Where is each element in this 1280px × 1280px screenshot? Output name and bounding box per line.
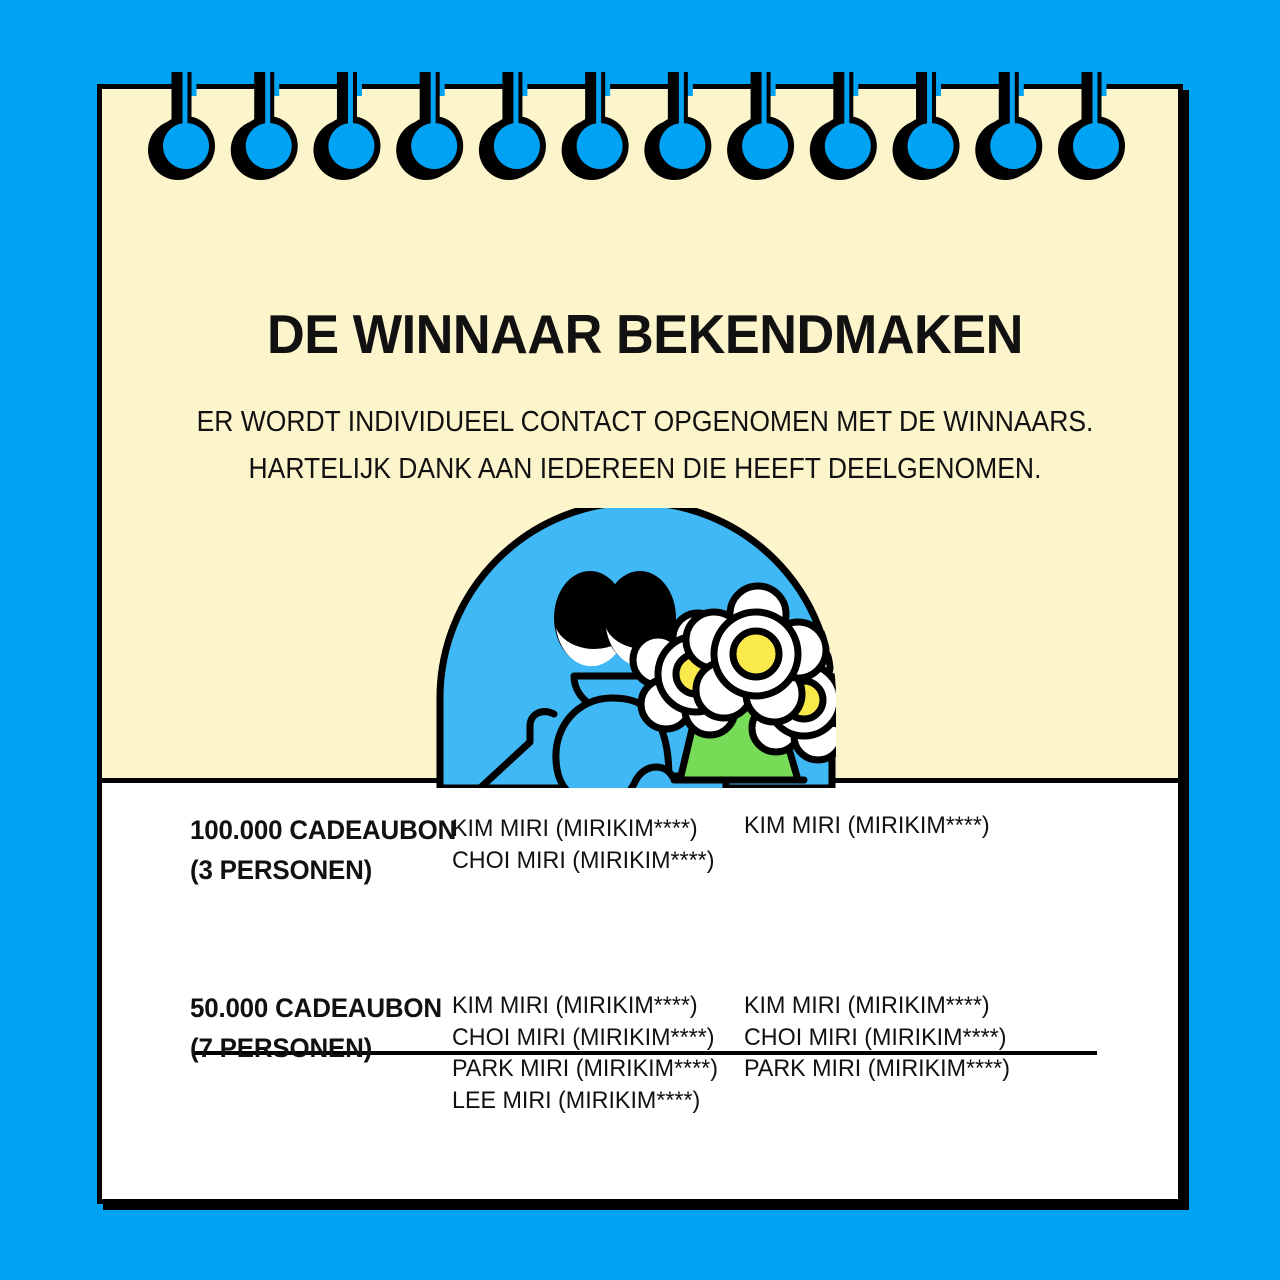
winner-column-1 <box>452 810 729 876</box>
prize-label <box>190 810 457 890</box>
prize-label-line-2: (3 PERSONEN) <box>190 855 373 885</box>
prize-label-line-1: 100.000 CADEAUBON <box>190 815 457 845</box>
subtitle-line-2: HARTELIJK DANK AAN IEDEREEN DIE HEEFT DEELGENOMEN. <box>248 453 1042 485</box>
winner-column-2 <box>744 810 1029 842</box>
winner-name: CHOI MIRI (MIRIKIM****) <box>744 1023 1007 1051</box>
winner-name: PARK MIRI (MIRIKIM****) <box>452 1055 718 1082</box>
winner-name: KIM MIRI (MIRIKIM****) <box>744 812 990 839</box>
winner-name: CHOI MIRI (MIRIKIM****) <box>452 846 715 874</box>
character-with-bouquet-illustration <box>426 508 866 788</box>
winner-name: KIM MIRI (MIRIKIM****) <box>744 992 990 1019</box>
subtitle-block <box>140 399 1150 493</box>
winner-name: PARK MIRI (MIRIKIM****) <box>744 1055 1010 1082</box>
winner-name: KIM MIRI (MIRIKIM****) <box>452 992 698 1019</box>
winner-name: CHOI MIRI (MIRIKIM****) <box>452 1023 715 1051</box>
prize-label-line-2: (7 PERSONEN) <box>190 1033 373 1063</box>
prize-row <box>102 783 1183 958</box>
notepad-card <box>97 84 1183 1204</box>
winner-name: KIM MIRI (MIRIKIM****) <box>452 815 698 842</box>
prize-list <box>102 783 1183 1116</box>
prize-row <box>102 958 1183 1116</box>
winner-column-1 <box>452 988 729 1116</box>
winner-name: LEE MIRI (MIRIKIM****) <box>452 1086 701 1114</box>
subtitle-line-1: ER WORDT INDIVIDUEEL CONTACT OPGENOMEN MET DE WINNAARS. <box>196 406 1094 438</box>
prize-label <box>190 988 442 1068</box>
page-title: DE WINNAAR BEKENDMAKEN <box>267 302 1023 365</box>
prize-label-line-1: 50.000 CADEAUBON <box>190 993 442 1023</box>
winner-column-2 <box>744 988 1029 1085</box>
